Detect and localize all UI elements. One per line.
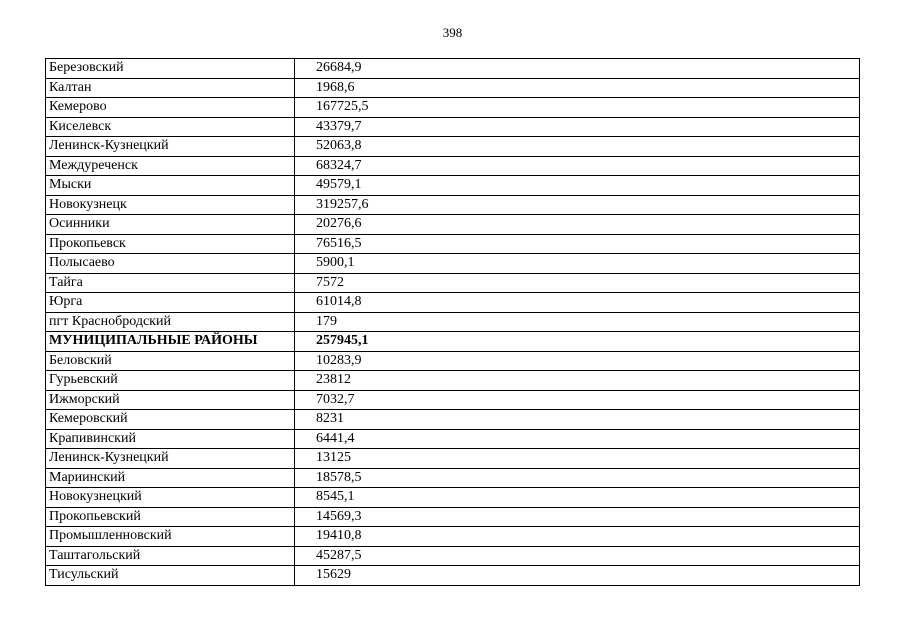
row-value-cell: 68324,7 [295,156,860,176]
table-row [46,468,860,488]
table-row [46,566,860,586]
row-value-cell: 257945,1 [295,332,860,352]
row-name-cell: Полысаево [46,254,295,274]
row-value-cell: 23812 [295,371,860,391]
table-row [46,293,860,313]
row-name-cell: Ижморский [46,390,295,410]
table-row [46,195,860,215]
table-body [46,59,860,586]
row-name-cell: Тисульский [46,566,295,586]
table-row [46,488,860,508]
table-row [46,176,860,196]
row-value-cell: 14569,3 [295,507,860,527]
row-name-cell: Новокузнецк [46,195,295,215]
table-row [46,137,860,157]
row-value-cell: 8231 [295,410,860,430]
row-value-cell: 49579,1 [295,176,860,196]
row-value-cell: 52063,8 [295,137,860,157]
row-name-cell: Междуреченск [46,156,295,176]
row-value-cell: 13125 [295,449,860,469]
row-name-cell: Ленинск-Кузнецкий [46,137,295,157]
table-row [46,273,860,293]
row-name-cell: Киселевск [46,117,295,137]
row-value-cell: 167725,5 [295,98,860,118]
row-name-cell: Промышленновский [46,527,295,547]
table-row [46,507,860,527]
page-number: 398 [442,25,463,40]
row-value-cell: 1968,6 [295,78,860,98]
row-name-cell: Кемерово [46,98,295,118]
row-value-cell: 20276,6 [295,215,860,235]
row-value-cell: 45287,5 [295,546,860,566]
row-value-cell: 179 [295,312,860,332]
row-value-cell: 26684,9 [295,59,860,79]
row-value-cell: 18578,5 [295,468,860,488]
row-value-cell: 7572 [295,273,860,293]
row-value-cell: 319257,6 [295,195,860,215]
row-name-cell: Гурьевский [46,371,295,391]
row-value-cell: 5900,1 [295,254,860,274]
row-name-cell: Крапивинский [46,429,295,449]
table-row [46,449,860,469]
row-value-cell: 6441,4 [295,429,860,449]
table-row [46,156,860,176]
table-row [46,332,860,352]
table-row [46,351,860,371]
row-name-cell: Мариинский [46,468,295,488]
row-value-cell: 15629 [295,566,860,586]
table-row [46,527,860,547]
row-name-cell: Новокузнецкий [46,488,295,508]
table-row [46,117,860,137]
table-row [46,546,860,566]
data-table [45,58,860,586]
table-row [46,312,860,332]
table-row [46,98,860,118]
table-row [46,371,860,391]
row-name-cell: Прокопьевск [46,234,295,254]
table-row [46,390,860,410]
table-row [46,254,860,274]
row-value-cell: 7032,7 [295,390,860,410]
row-name-cell: Тайга [46,273,295,293]
row-value-cell: 10283,9 [295,351,860,371]
table-row [46,410,860,430]
table-row [46,215,860,235]
row-name-cell: пгт Краснобродский [46,312,295,332]
row-name-cell: Ленинск-Кузнецкий [46,449,295,469]
row-value-cell: 8545,1 [295,488,860,508]
row-name-cell: Беловский [46,351,295,371]
row-value-cell: 43379,7 [295,117,860,137]
row-value-cell: 76516,5 [295,234,860,254]
table-row [46,234,860,254]
row-name-cell: Таштагольский [46,546,295,566]
row-name-cell: Прокопьевский [46,507,295,527]
table-row [46,78,860,98]
row-value-cell: 61014,8 [295,293,860,313]
row-name-cell: Мыски [46,176,295,196]
row-value-cell: 19410,8 [295,527,860,547]
row-name-cell: МУНИЦИПАЛЬНЫЕ РАЙОНЫ [46,332,295,352]
row-name-cell: Осинники [46,215,295,235]
table-row [46,429,860,449]
row-name-cell: Юрга [46,293,295,313]
row-name-cell: Березовский [46,59,295,79]
row-name-cell: Калтан [46,78,295,98]
row-name-cell: Кемеровский [46,410,295,430]
table-row [46,59,860,79]
